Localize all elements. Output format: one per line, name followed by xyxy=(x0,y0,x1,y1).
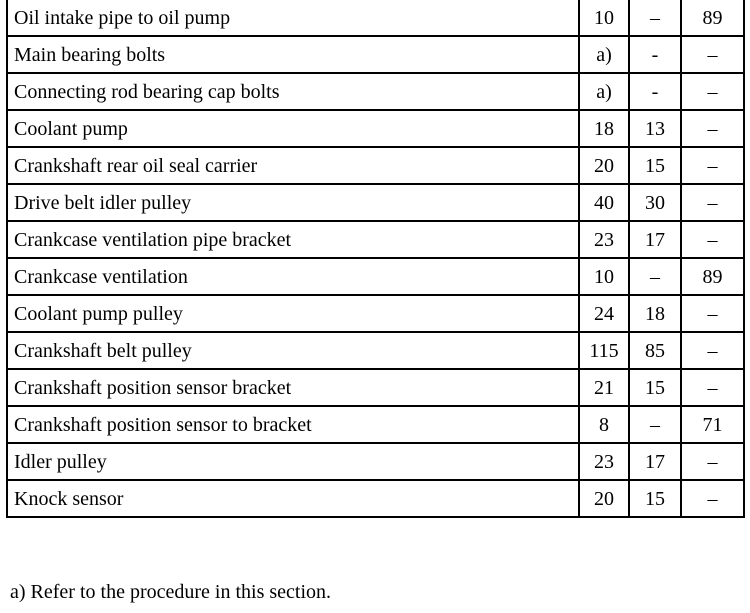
torque-lbft-cell: 85 xyxy=(629,332,681,369)
table-row xyxy=(7,147,744,184)
torque-lbin-cell: – xyxy=(681,221,744,258)
torque-lbft-cell: 17 xyxy=(629,221,681,258)
torque-nm-cell: a) xyxy=(579,36,629,73)
fastener-description-cell: Crankcase ventilation xyxy=(7,258,579,295)
torque-lbft-cell: 13 xyxy=(629,110,681,147)
torque-lbft-cell: 15 xyxy=(629,147,681,184)
fastener-description-cell: Connecting rod bearing cap bolts xyxy=(7,73,579,110)
table-row xyxy=(7,184,744,221)
fastener-description-cell: Crankcase ventilation pipe bracket xyxy=(7,221,579,258)
table-row xyxy=(7,369,744,406)
torque-lbin-cell: 71 xyxy=(681,406,744,443)
torque-nm-cell: 20 xyxy=(579,480,629,517)
torque-lbft-cell: – xyxy=(629,258,681,295)
table-row xyxy=(7,221,744,258)
torque-lbin-cell: – xyxy=(681,184,744,221)
table-row xyxy=(7,332,744,369)
torque-nm-cell: 20 xyxy=(579,147,629,184)
torque-lbin-cell: – xyxy=(681,73,744,110)
torque-lbin-cell: – xyxy=(681,369,744,406)
torque-lbin-cell: 89 xyxy=(681,258,744,295)
fastener-description-cell: Main bearing bolts xyxy=(7,36,579,73)
torque-lbin-cell: – xyxy=(681,147,744,184)
torque-nm-cell: 24 xyxy=(579,295,629,332)
fastener-description-cell: Coolant pump xyxy=(7,110,579,147)
torque-lbft-cell: 15 xyxy=(629,369,681,406)
torque-nm-cell: 10 xyxy=(579,258,629,295)
torque-nm-cell: 23 xyxy=(579,221,629,258)
torque-lbft-cell: 30 xyxy=(629,184,681,221)
fastener-description-cell: Crankshaft position sensor to bracket xyxy=(7,406,579,443)
footnote: a) Refer to the procedure in this section. xyxy=(10,581,331,603)
table-row xyxy=(7,480,744,517)
fastener-description-cell: Oil intake pipe to oil pump xyxy=(7,0,579,36)
fastener-description-cell: Knock sensor xyxy=(7,480,579,517)
torque-lbin-cell: – xyxy=(681,443,744,480)
torque-lbin-cell: – xyxy=(681,480,744,517)
torque-lbin-cell: – xyxy=(681,332,744,369)
table-row xyxy=(7,443,744,480)
torque-nm-cell: a) xyxy=(579,73,629,110)
fastener-description-cell: Coolant pump pulley xyxy=(7,295,579,332)
torque-lbft-cell: 18 xyxy=(629,295,681,332)
torque-nm-cell: 8 xyxy=(579,406,629,443)
torque-nm-cell: 21 xyxy=(579,369,629,406)
torque-lbft-cell: - xyxy=(629,73,681,110)
table-row xyxy=(7,110,744,147)
torque-nm-cell: 40 xyxy=(579,184,629,221)
fastener-description-cell: Crankshaft position sensor bracket xyxy=(7,369,579,406)
torque-lbft-cell: 15 xyxy=(629,480,681,517)
table-row xyxy=(7,295,744,332)
torque-nm-cell: 23 xyxy=(579,443,629,480)
torque-lbft-cell: - xyxy=(629,36,681,73)
table-row xyxy=(7,73,744,110)
torque-nm-cell: 18 xyxy=(579,110,629,147)
torque-lbin-cell: – xyxy=(681,295,744,332)
fastener-description-cell: Drive belt idler pulley xyxy=(7,184,579,221)
fastener-description-cell: Idler pulley xyxy=(7,443,579,480)
table-row xyxy=(7,36,744,73)
table-row xyxy=(7,406,744,443)
torque-spec-table xyxy=(6,0,745,518)
torque-lbft-cell: 17 xyxy=(629,443,681,480)
table-body xyxy=(7,0,744,517)
table-row xyxy=(7,0,744,36)
torque-lbft-cell: – xyxy=(629,406,681,443)
table-row xyxy=(7,258,744,295)
torque-lbft-cell: – xyxy=(629,0,681,36)
torque-nm-cell: 115 xyxy=(579,332,629,369)
fastener-description-cell: Crankshaft rear oil seal carrier xyxy=(7,147,579,184)
torque-nm-cell: 10 xyxy=(579,0,629,36)
torque-lbin-cell: 89 xyxy=(681,0,744,36)
torque-lbin-cell: – xyxy=(681,110,744,147)
fastener-description-cell: Crankshaft belt pulley xyxy=(7,332,579,369)
torque-lbin-cell: – xyxy=(681,36,744,73)
